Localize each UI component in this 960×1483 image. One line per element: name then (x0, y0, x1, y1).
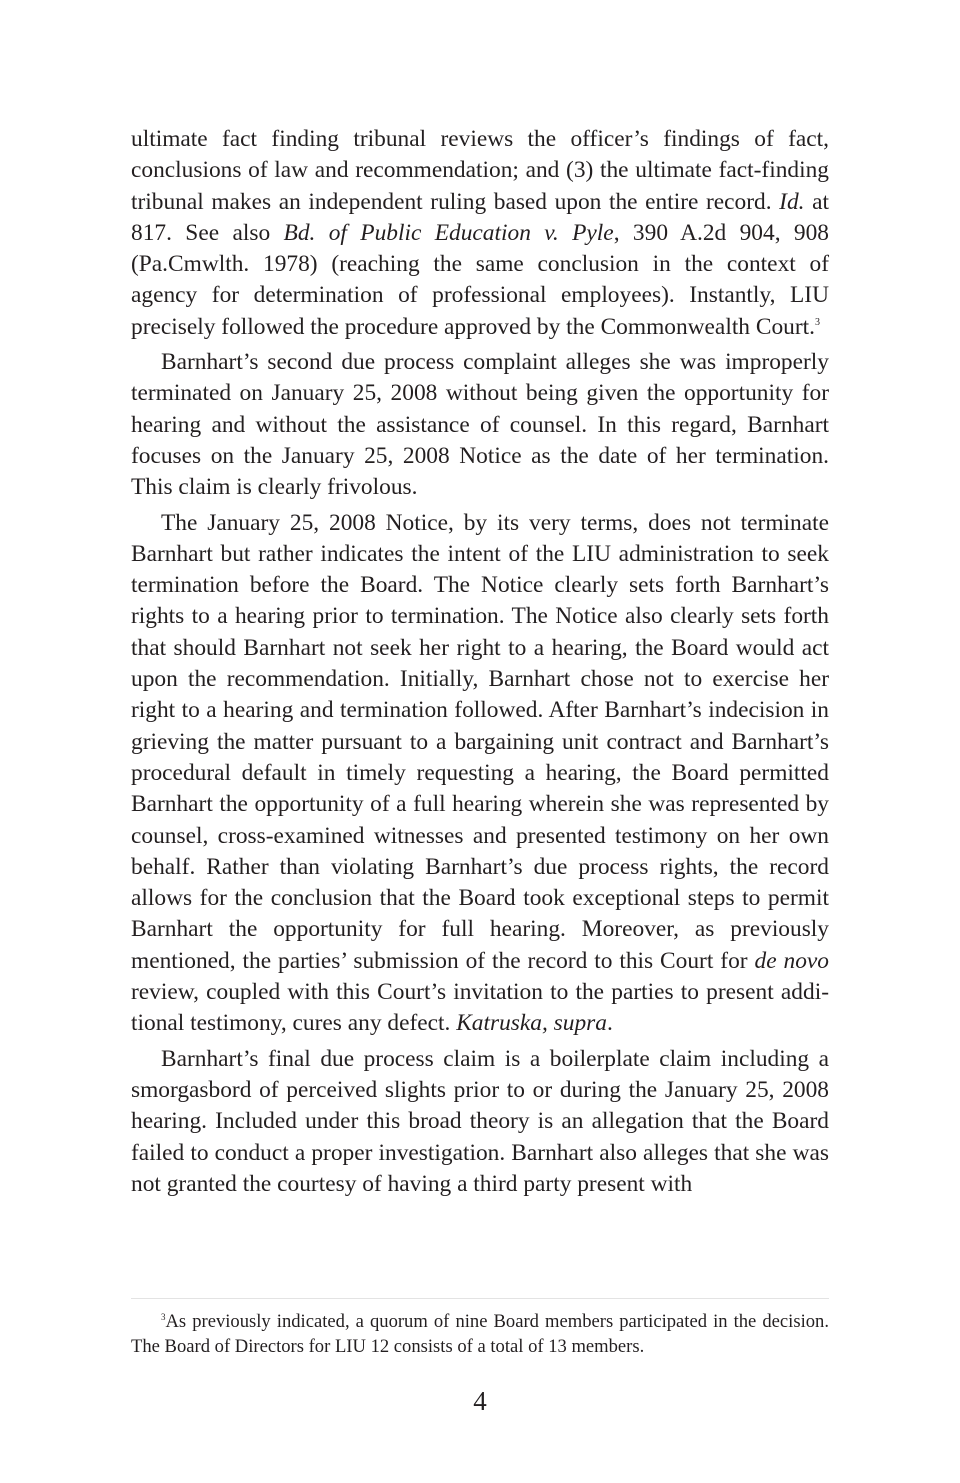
paragraph-4 (131, 1044, 829, 1200)
p1-text-1: ultimate fact finding tribunal reviews the officer’s findings of fact, conclusions of law and recommendation; and (3) the ultimate fact-finding tribunal makes an independent ruling based upon the entire record. (131, 126, 829, 215)
p1-text-3: , 390 A.2d 904, 908 (Pa.Cmwlth. 1978) (reaching the same conclusion in the context of agency for determination of professional employees). Instantly, LIU precisely followed the procedure approved by the Commonwealth Court. (131, 219, 830, 340)
paragraph-1 (131, 124, 829, 343)
footnote (131, 1309, 829, 1359)
p3-de-novo: de novo (754, 947, 829, 974)
p1-text-2: at 817. See also (131, 188, 829, 246)
p3-text-3: . (606, 1010, 613, 1037)
p1-citation-id: Id. (779, 188, 805, 215)
p1-case-name: Bd. of Public Education v. Pyle (283, 219, 614, 246)
footnote-mark: 3 (161, 1311, 166, 1322)
footnote-text: As previously indicated, a quorum of nine Board members participated in the decision. The Board of Directors for LIU 12 consists of a total of 13 members. (131, 1311, 829, 1357)
footnote-reference: 3 (814, 316, 820, 328)
footnote-divider (131, 1298, 829, 1299)
p3-text-2: review, coupled with this Court’s invitation to the parties to present additional testimony, cures any defect. (131, 979, 829, 1037)
p3-text-1: The January 25, 2008 Notice, by its very terms, does not terminate Barnhart but rather indicates the intent of the LIU administration to seek termination before the Board. The Notice clearly sets forth Barnhart’s rights to a hearing prior to termination. The Notice also clearly sets forth that should Barnhart not seek her right to a hearing, the Board would act upon the recommendation. Initially, Barnhart chose not to exercise her right to a hearing and termination followed. After Barnhart’s indecision in grieving the matter pursuant to a bargaining unit contract and Barnhart’s procedural default in timely requesting a hearing, the Board permitted Barnhart the opportunity of a full hearing wherein she was represented by counsel, cross-examined witnesses and presented testimony on her own behalf. Rather than violating Barnhart’s due process rights, the record allows for the conclusion that the Board took exceptional steps to permit Barnhart the opportunity for full hearing. Moreover, as previously mentioned, the parties’ submission of the record to this Court for (131, 509, 829, 974)
body-text (131, 124, 829, 1200)
page-number: 4 (473, 1386, 487, 1416)
paragraph-3 (131, 508, 829, 1040)
p2-text: Barnhart’s second due process complaint alleges she was improperly terminated on January 25, 2008 without being given the opportunity for hearing and without the assistance of counsel. In this regard, Barnhart focuses on the January 25, 2008 Notice as the date of her termination. This claim is clearly frivolous. (131, 349, 829, 501)
p4-text: Barnhart’s final due process claim is a boilerplate claim including a smorgasbord of perceived slights prior to or during the January 25, 2008 hearing. Included under this broad theory is an allegation that the Board failed to conduct a proper investigation. Barnhart also alleges that she was not granted the courtesy of having a third party present with (131, 1045, 829, 1197)
p3-citation-katruska: Katruska, supra (456, 1010, 607, 1037)
paragraph-2 (131, 347, 829, 503)
